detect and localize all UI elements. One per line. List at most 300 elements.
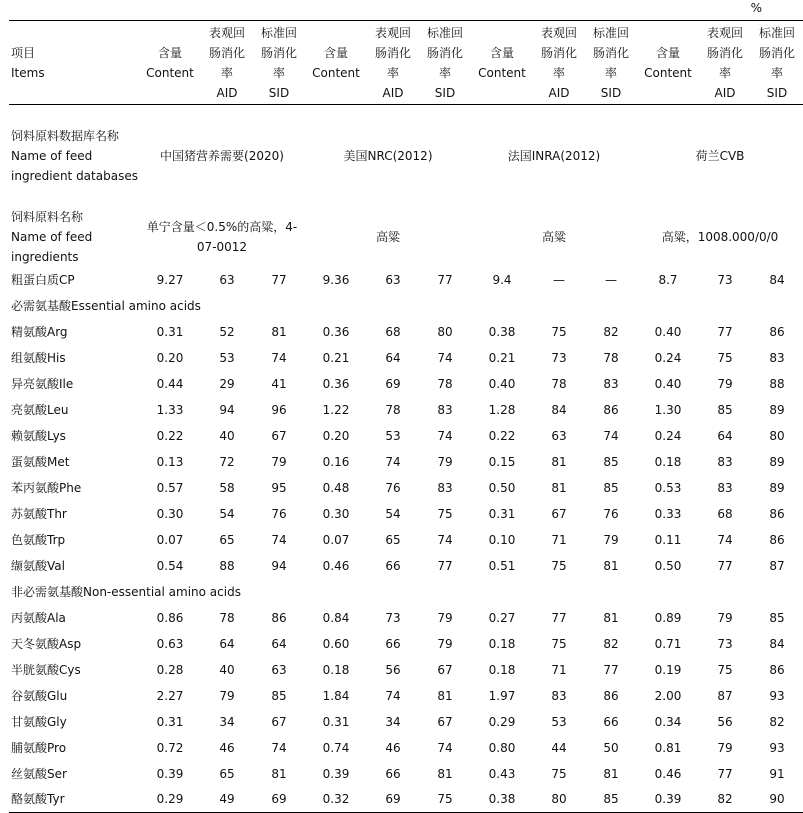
row-label: 色氨酸Trp xyxy=(11,532,66,547)
value-cell: 74 xyxy=(437,428,453,443)
header-aid-text: 肠消化 xyxy=(374,45,411,60)
value-cell: 75 xyxy=(419,787,471,813)
row-label: 谷氨酸Glu xyxy=(11,688,68,703)
value-cell: 65 xyxy=(385,532,401,547)
value-cell: 87 xyxy=(717,688,733,703)
value-cell: 0.39 xyxy=(637,787,699,813)
header-aid-text: 率 xyxy=(220,65,233,80)
value-cell: 0.22 xyxy=(488,428,516,443)
value-cell: 0.21 xyxy=(322,350,350,365)
table-row xyxy=(9,657,803,683)
table-row xyxy=(9,735,803,761)
header-content-cn: 含量 xyxy=(157,45,182,60)
value-cell: 0.07 xyxy=(156,532,184,547)
value-cell: 82 xyxy=(603,636,619,651)
value-cell: 0.39 xyxy=(322,766,350,781)
value-cell: 81 xyxy=(551,480,567,495)
value-cell: 75 xyxy=(717,662,733,677)
table-row xyxy=(9,501,803,527)
value-cell: 77 xyxy=(437,558,453,573)
value-cell: 86 xyxy=(769,532,785,547)
table-row xyxy=(9,319,803,345)
value-cell: 88 xyxy=(769,376,785,391)
ingredient-name-cell: 高粱 xyxy=(541,229,566,244)
value-cell: 67 xyxy=(437,714,453,729)
value-cell: 0.86 xyxy=(156,610,184,625)
value-cell: 0.57 xyxy=(156,480,184,495)
header-aid-text: 肠消化 xyxy=(540,45,577,60)
value-cell: 79 xyxy=(437,636,453,651)
value-cell: 75 xyxy=(551,636,567,651)
value-cell: 79 xyxy=(271,454,287,469)
value-cell: 72 xyxy=(219,454,235,469)
value-cell: 87 xyxy=(769,558,785,573)
value-cell: 40 xyxy=(219,428,235,443)
header-sid-text: 率 xyxy=(604,65,617,80)
value-cell: 86 xyxy=(603,688,619,703)
value-cell: 83 xyxy=(437,402,453,417)
value-cell: 79 xyxy=(219,688,235,703)
header-content-cn: 含量 xyxy=(489,45,514,60)
value-cell: 0.27 xyxy=(488,610,516,625)
value-cell: 66 xyxy=(385,558,401,573)
value-cell: 0.11 xyxy=(654,532,682,547)
value-cell: 94 xyxy=(219,402,235,417)
value-cell: 81 xyxy=(603,766,619,781)
header-content-cn: 含量 xyxy=(323,45,348,60)
value-cell: 53 xyxy=(385,428,401,443)
value-cell: 74 xyxy=(271,350,287,365)
table-body xyxy=(9,21,803,813)
row-label: 苏氨酸Thr xyxy=(11,506,67,521)
value-cell: 0.48 xyxy=(322,480,350,495)
value-cell: 80 xyxy=(437,324,453,339)
amino-acid-digestibility-table xyxy=(9,20,803,813)
value-cell: 54 xyxy=(385,506,401,521)
value-cell: 77 xyxy=(603,662,619,677)
value-cell: 1.84 xyxy=(322,688,350,703)
value-cell: 49 xyxy=(201,787,253,813)
header-aid-text: 率 xyxy=(718,65,731,80)
value-cell: 0.18 xyxy=(488,636,516,651)
value-cell: 0.32 xyxy=(305,787,367,813)
header-aid-text: 率 xyxy=(386,65,399,80)
database-label-en: Name of feed ingredient databases xyxy=(11,148,138,183)
table-row xyxy=(9,397,803,423)
value-cell: 63 xyxy=(385,272,401,287)
value-cell: 41 xyxy=(271,376,287,391)
value-cell: 85 xyxy=(603,454,619,469)
value-cell: 0.80 xyxy=(488,740,516,755)
header-content-cell xyxy=(637,21,699,105)
value-cell: 86 xyxy=(271,610,287,625)
ingredient-label-cn: 饲料原料名称 xyxy=(11,209,84,224)
section-header-row xyxy=(9,579,803,605)
value-cell: 96 xyxy=(271,402,287,417)
row-label: 丙氨酸Ala xyxy=(11,610,66,625)
row-label: 组氨酸His xyxy=(11,350,66,365)
value-cell: 77 xyxy=(271,272,287,287)
value-cell: 68 xyxy=(385,324,401,339)
value-cell: 77 xyxy=(551,610,567,625)
database-name-cell: 中国猪营养需要(2020) xyxy=(160,148,284,163)
value-cell: 85 xyxy=(271,688,287,703)
value-cell: 0.30 xyxy=(322,506,350,521)
header-sid-text: 标准回 xyxy=(758,25,795,40)
header-item-en: Items xyxy=(11,65,45,80)
value-cell: 9.4 xyxy=(492,272,512,287)
value-cell: 0.21 xyxy=(488,350,516,365)
value-cell: 0.71 xyxy=(654,636,682,651)
value-cell: 0.36 xyxy=(322,376,350,391)
value-cell: 65 xyxy=(219,766,235,781)
value-cell: 65 xyxy=(219,532,235,547)
value-cell: 86 xyxy=(603,402,619,417)
header-sid-text: 标准回 xyxy=(260,25,297,40)
value-cell: 2.27 xyxy=(156,688,184,703)
value-cell: 68 xyxy=(717,506,733,521)
value-cell: 0.30 xyxy=(156,506,184,521)
table-row xyxy=(9,475,803,501)
value-cell: 86 xyxy=(769,506,785,521)
header-aid-text: 肠消化 xyxy=(208,45,245,60)
header-aid-cell xyxy=(367,21,419,105)
table-row xyxy=(9,527,803,553)
header-sid-cell xyxy=(419,21,471,105)
header-aid-text: AID xyxy=(216,85,238,100)
row-label: 酪氨酸Tyr xyxy=(9,787,139,813)
value-cell: 9.27 xyxy=(156,272,184,287)
value-cell: 0.18 xyxy=(654,454,682,469)
row-label: 天冬氨酸Asp xyxy=(11,636,82,651)
value-cell: 46 xyxy=(219,740,235,755)
value-cell: 76 xyxy=(271,506,287,521)
row-label: 亮氨酸Leu xyxy=(11,402,69,417)
ingredient-name-cell: 高粱 xyxy=(375,229,400,244)
value-cell: 0.44 xyxy=(156,376,184,391)
value-cell: 0.15 xyxy=(488,454,516,469)
table-row xyxy=(9,553,803,579)
header-row xyxy=(9,21,803,105)
header-aid-cell xyxy=(699,21,751,105)
database-label-cn: 饲料原料数据库名称 xyxy=(11,128,120,143)
value-cell: 79 xyxy=(437,610,453,625)
value-cell: 56 xyxy=(385,662,401,677)
ingredient-label-en: Name of feed ingredients xyxy=(11,229,93,264)
value-cell: 82 xyxy=(603,324,619,339)
value-cell: 80 xyxy=(769,428,785,443)
value-cell: 74 xyxy=(385,688,401,703)
value-cell: 0.50 xyxy=(488,480,516,495)
value-cell: 89 xyxy=(769,454,785,469)
header-aid-text: AID xyxy=(714,85,736,100)
value-cell: 93 xyxy=(769,688,785,703)
value-cell: 0.13 xyxy=(156,454,184,469)
value-cell: 0.22 xyxy=(156,428,184,443)
header-sid-text: SID xyxy=(268,85,290,100)
value-cell: 74 xyxy=(437,532,453,547)
header-sid-text: SID xyxy=(600,85,622,100)
value-cell: 66 xyxy=(385,766,401,781)
value-cell: 83 xyxy=(717,480,733,495)
section-title: 非必需氨基酸Non-essential amino acids xyxy=(11,584,241,599)
value-cell: 1.22 xyxy=(322,402,350,417)
ingredient-name-label xyxy=(9,207,139,267)
header-content-cell xyxy=(305,21,367,105)
value-cell: 0.36 xyxy=(322,324,350,339)
header-sid-cell xyxy=(751,21,803,105)
value-cell: 83 xyxy=(717,454,733,469)
value-cell: 76 xyxy=(385,480,401,495)
value-cell: 0.74 xyxy=(322,740,350,755)
value-cell: 79 xyxy=(437,454,453,469)
value-cell: 74 xyxy=(271,740,287,755)
value-cell: 40 xyxy=(219,662,235,677)
header-sid-text: 肠消化 xyxy=(260,45,297,60)
value-cell: 66 xyxy=(385,636,401,651)
value-cell: 0.24 xyxy=(654,350,682,365)
section-header-row xyxy=(9,293,803,319)
value-cell: 0.31 xyxy=(322,714,350,729)
row-label: 半胱氨酸Cys xyxy=(11,662,81,677)
value-cell: 0.50 xyxy=(654,558,682,573)
value-cell: 85 xyxy=(585,787,637,813)
value-cell: 74 xyxy=(271,532,287,547)
row-label: 蛋氨酸Met xyxy=(11,454,70,469)
table-row xyxy=(9,761,803,787)
value-cell: 80 xyxy=(533,787,585,813)
value-cell: 73 xyxy=(551,350,567,365)
value-cell: 0.18 xyxy=(322,662,350,677)
database-name-cell: 美国NRC(2012) xyxy=(343,148,433,163)
value-cell: 75 xyxy=(717,350,733,365)
value-cell: 0.31 xyxy=(488,506,516,521)
value-cell: 0.10 xyxy=(488,532,516,547)
value-cell: 0.07 xyxy=(322,532,350,547)
value-cell: 81 xyxy=(437,766,453,781)
value-cell: 63 xyxy=(271,662,287,677)
value-cell: — xyxy=(553,272,565,287)
database-name-row xyxy=(9,105,803,207)
value-cell: 67 xyxy=(551,506,567,521)
value-cell: 81 xyxy=(271,324,287,339)
value-cell: 73 xyxy=(717,272,733,287)
header-aid-cell xyxy=(201,21,253,105)
value-cell: 0.40 xyxy=(488,376,516,391)
value-cell: 0.16 xyxy=(322,454,350,469)
value-cell: 54 xyxy=(219,506,235,521)
value-cell: 81 xyxy=(271,766,287,781)
value-cell: 95 xyxy=(271,480,287,495)
value-cell: 69 xyxy=(253,787,305,813)
value-cell: 0.81 xyxy=(654,740,682,755)
value-cell: 77 xyxy=(437,272,453,287)
header-aid-text: AID xyxy=(382,85,404,100)
value-cell: 82 xyxy=(699,787,751,813)
database-name-cell: 法国INRA(2012) xyxy=(507,148,601,163)
value-cell: 82 xyxy=(769,714,785,729)
value-cell: 34 xyxy=(385,714,401,729)
table-row xyxy=(9,605,803,631)
table-row xyxy=(9,683,803,709)
table-row xyxy=(9,787,803,813)
value-cell: 0.72 xyxy=(156,740,184,755)
value-cell: 0.89 xyxy=(654,610,682,625)
header-aid-text: 表观回 xyxy=(706,25,743,40)
value-cell: 78 xyxy=(219,610,235,625)
header-sid-text: 率 xyxy=(770,65,783,80)
header-item-cn: 项目 xyxy=(11,45,36,60)
value-cell: 0.46 xyxy=(654,766,682,781)
header-sid-cell xyxy=(585,21,637,105)
header-content-en: Content xyxy=(312,65,360,80)
value-cell: 64 xyxy=(717,428,733,443)
value-cell: 63 xyxy=(219,272,235,287)
header-content-cell xyxy=(471,21,533,105)
value-cell: 84 xyxy=(769,272,785,287)
header-aid-text: 肠消化 xyxy=(706,45,743,60)
header-sid-text: 率 xyxy=(272,65,285,80)
value-cell: 74 xyxy=(437,740,453,755)
value-cell: 0.40 xyxy=(654,324,682,339)
header-sid-text: 肠消化 xyxy=(592,45,629,60)
value-cell: 85 xyxy=(717,402,733,417)
header-aid-text: 表观回 xyxy=(208,25,245,40)
row-label: 精氨酸Arg xyxy=(11,324,68,339)
value-cell: 0.51 xyxy=(488,558,516,573)
value-cell: 73 xyxy=(717,636,733,651)
value-cell: 0.34 xyxy=(654,714,682,729)
table-row xyxy=(9,449,803,475)
value-cell: 79 xyxy=(717,376,733,391)
ingredient-name-row xyxy=(9,207,803,267)
row-label: 丝氨酸Ser xyxy=(11,766,67,781)
value-cell: 74 xyxy=(603,428,619,443)
header-sid-text: SID xyxy=(766,85,788,100)
row-label: 脯氨酸Pro xyxy=(11,740,67,755)
header-content-cell xyxy=(139,21,201,105)
value-cell: 91 xyxy=(769,766,785,781)
table-row xyxy=(9,345,803,371)
value-cell: 79 xyxy=(717,610,733,625)
value-cell: 89 xyxy=(769,480,785,495)
row-label: 异亮氨酸Ile xyxy=(11,376,74,391)
value-cell: 93 xyxy=(769,740,785,755)
value-cell: 79 xyxy=(603,532,619,547)
value-cell: 0.24 xyxy=(654,428,682,443)
value-cell: 81 xyxy=(603,610,619,625)
value-cell: 1.33 xyxy=(156,402,184,417)
header-sid-text: SID xyxy=(434,85,456,100)
value-cell: 64 xyxy=(385,350,401,365)
value-cell: 89 xyxy=(769,402,785,417)
value-cell: 1.28 xyxy=(488,402,516,417)
value-cell: 0.53 xyxy=(654,480,682,495)
value-cell: 0.38 xyxy=(488,324,516,339)
value-cell: 94 xyxy=(271,558,287,573)
value-cell: 0.20 xyxy=(156,350,184,365)
value-cell: 58 xyxy=(219,480,235,495)
value-cell: 79 xyxy=(717,740,733,755)
header-items-cell xyxy=(9,21,139,105)
header-sid-text: 肠消化 xyxy=(758,45,795,60)
value-cell: 69 xyxy=(367,787,419,813)
value-cell: 74 xyxy=(717,532,733,547)
value-cell: 52 xyxy=(219,324,235,339)
value-cell: 78 xyxy=(603,350,619,365)
value-cell: 63 xyxy=(551,428,567,443)
value-cell: 71 xyxy=(551,532,567,547)
value-cell: 64 xyxy=(271,636,287,651)
header-aid-text: 表观回 xyxy=(540,25,577,40)
value-cell: 0.29 xyxy=(139,787,201,813)
table-row xyxy=(9,709,803,735)
ingredient-name-cell: 单宁含量＜0.5%的高粱，4-07-0012 xyxy=(146,219,298,254)
value-cell: 0.33 xyxy=(654,506,682,521)
value-cell: 81 xyxy=(603,558,619,573)
value-cell: 0.18 xyxy=(488,662,516,677)
value-cell: 84 xyxy=(769,636,785,651)
value-cell: — xyxy=(605,272,617,287)
value-cell: 8.7 xyxy=(658,272,678,287)
database-name-label xyxy=(9,105,139,207)
value-cell: 0.20 xyxy=(322,428,350,443)
header-sid-text: 标准回 xyxy=(592,25,629,40)
value-cell: 0.38 xyxy=(471,787,533,813)
value-cell: 66 xyxy=(603,714,619,729)
table-row xyxy=(9,371,803,397)
value-cell: 83 xyxy=(437,480,453,495)
header-content-en: Content xyxy=(644,65,692,80)
value-cell: 1.97 xyxy=(488,688,516,703)
value-cell: 75 xyxy=(551,558,567,573)
row-label: 苯丙氨酸Phe xyxy=(11,480,82,495)
value-cell: 71 xyxy=(551,662,567,677)
value-cell: 88 xyxy=(219,558,235,573)
value-cell: 67 xyxy=(271,428,287,443)
value-cell: 9.36 xyxy=(322,272,350,287)
value-cell: 56 xyxy=(717,714,733,729)
value-cell: 0.19 xyxy=(654,662,682,677)
table-row xyxy=(9,631,803,657)
value-cell: 83 xyxy=(551,688,567,703)
value-cell: 0.40 xyxy=(654,376,682,391)
value-cell: 53 xyxy=(219,350,235,365)
value-cell: 76 xyxy=(603,506,619,521)
value-cell: 74 xyxy=(437,350,453,365)
row-label: 甘氨酸Gly xyxy=(11,714,67,729)
value-cell: 86 xyxy=(769,662,785,677)
header-sid-text: 标准回 xyxy=(426,25,463,40)
value-cell: 75 xyxy=(437,506,453,521)
row-label: 赖氨酸Lys xyxy=(11,428,66,443)
value-cell: 67 xyxy=(271,714,287,729)
value-cell: 0.29 xyxy=(488,714,516,729)
value-cell: 34 xyxy=(219,714,235,729)
header-sid-cell xyxy=(253,21,305,105)
value-cell: 77 xyxy=(717,766,733,781)
value-cell: 75 xyxy=(551,766,567,781)
value-cell: 78 xyxy=(551,376,567,391)
value-cell: 77 xyxy=(717,324,733,339)
value-cell: 0.54 xyxy=(156,558,184,573)
value-cell: 0.43 xyxy=(488,766,516,781)
value-cell: 78 xyxy=(437,376,453,391)
header-content-cn: 含量 xyxy=(655,45,680,60)
table-row xyxy=(9,267,803,293)
header-aid-text: 率 xyxy=(552,65,565,80)
value-cell: 75 xyxy=(551,324,567,339)
